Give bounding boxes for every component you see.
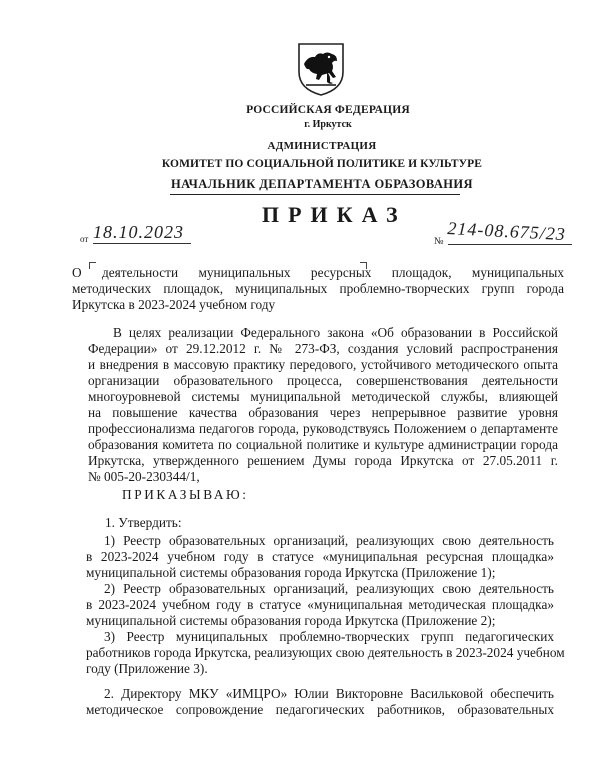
item-2-line: 2. Директору МКУ «ИМЦРО» Юлии Викторовне Васильковой обеспечить (104, 686, 554, 701)
subitem-1-line: 1) Реестр образовательных организаций, реализующих свою деятельность (104, 533, 554, 548)
subitem-2-line: муниципальной системы образования города Иркутска (Приложение 2); (86, 613, 496, 628)
header-department: НАЧАЛЬНИК ДЕПАРТАМЕНТА ОБРАЗОВАНИЯ (171, 177, 473, 191)
preamble-line: Иркутска, утвержденного решением Думы города Иркутска от 27.05.2011 г. (88, 453, 558, 468)
directive-label: ПРИКАЗЫВАЮ: (122, 487, 249, 502)
header-divider (170, 194, 460, 195)
coat-of-arms-icon (296, 42, 346, 96)
date-underline (93, 243, 191, 244)
subitem-3-line: работников города Иркутска, реализующих свою деятельность в 2023-2024 учебном (86, 645, 565, 660)
preamble-line: и внедрения в массовую практику передового, устойчивого методического опыта (88, 357, 558, 372)
preamble-line: организации образовательного процесса, совершенствования деятельности (88, 373, 558, 388)
preamble-line: В целях реализации Федерального закона «Об образовании в Российской (113, 325, 558, 340)
order-number: 214-08.675/23 (446, 218, 567, 245)
header-city: г. Иркутск (304, 119, 352, 130)
header-administration: АДМИНИСТРАЦИЯ (267, 140, 377, 152)
subject-line: Иркутска в 2023-2024 учебном году (72, 297, 276, 312)
item-2-line: методическое сопровождение педагогических работников, образовательных (86, 702, 554, 717)
subitem-2-line: 2) Реестр образовательных организаций, реализующих свою деятельность (104, 581, 554, 596)
subitem-2-line: в 2023-2024 учебном году в статусе «муниципальная методическая площадка» (86, 597, 554, 612)
preamble-line: профессионализма педагогов города, руководствуясь Положением о департаменте (88, 421, 558, 436)
preamble-line: № 005-20-230344/1, (88, 469, 200, 484)
subject-line: О деятельности муниципальных ресурсных площадок, муниципальных (72, 265, 564, 280)
header-country: РОССИЙСКАЯ ФЕДЕРАЦИЯ (246, 104, 410, 116)
preamble-line: многоуровневой системы муниципальной методической службы, влияющей (88, 389, 558, 404)
order-title: ПРИКАЗ (262, 202, 407, 227)
item-1-heading: 1. Утвердить: (105, 515, 182, 530)
subitem-1-line: в 2023-2024 учебном году в статусе «муниципальная ресурсная площадка» (86, 549, 554, 564)
subitem-3-line: 3) Реестр муниципальных проблемно-творческих групп педагогических (104, 629, 554, 644)
number-underline (448, 244, 572, 245)
subject-line: методических площадок, муниципальных проблемно-творческих групп города (72, 281, 564, 296)
number-prefix: № (434, 236, 444, 247)
date-prefix: от (80, 234, 89, 244)
preamble-line: на повышение качества образования через непрерывное развитие уровня (88, 405, 558, 420)
order-date: 18.10.2023 (93, 222, 184, 242)
subitem-3-line: году (Приложение 3). (86, 661, 208, 676)
preamble-line: Федерации» от 29.12.2012 г. № 273-ФЗ, создания условий распространения (88, 341, 558, 356)
preamble-line: образования комитета по социальной политике и культуре администрации города (88, 437, 558, 452)
header-committee: КОМИТЕТ ПО СОЦИАЛЬНОЙ ПОЛИТИКЕ И КУЛЬТУРЕ (161, 158, 483, 170)
subitem-1-line: муниципальной системы образования города Иркутска (Приложение 1); (86, 565, 496, 580)
